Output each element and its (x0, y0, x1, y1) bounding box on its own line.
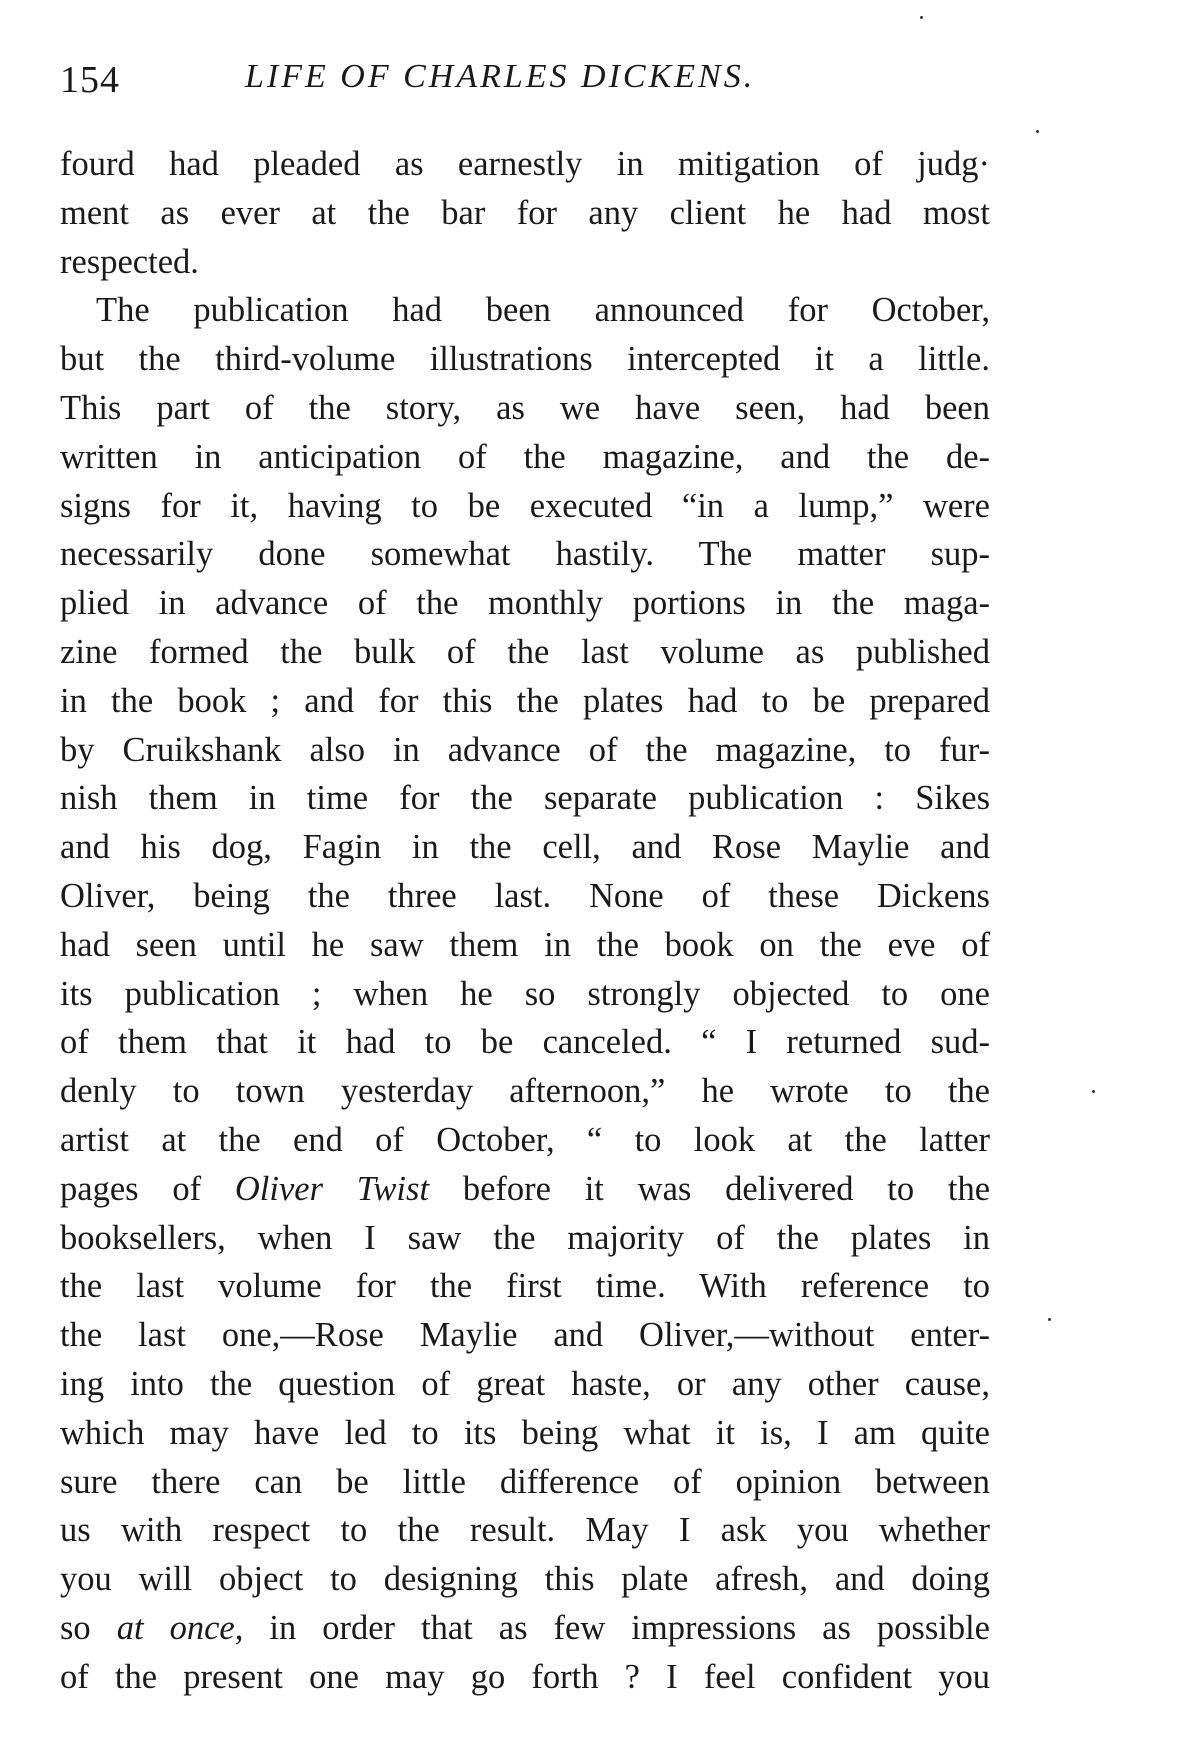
text-line: fourd had pleaded as earnestly in mitigation of judg· (60, 145, 990, 183)
text-line-with-emphasis (60, 1604, 990, 1653)
page-number: 154 (60, 59, 120, 101)
text-line: ing into the question of great haste, or any other cause, (60, 1364, 990, 1403)
text-line: denly to town yesterday afternoon,” he wrote to the (60, 1072, 990, 1111)
text-line: but the third-volume illustrations intercepted it a little. (60, 340, 990, 379)
text-line: signs for it, having to be executed “in a lump,” were (60, 486, 990, 525)
text-line: ment as ever at the bar for any client he had most (60, 193, 990, 232)
book-title-italic: Oliver Twist (234, 1169, 430, 1208)
text-line: nish them in time for the separate publication : Sikes (60, 779, 990, 818)
scan-speck (920, 16, 923, 19)
text-line: its publication ; when he so strongly objected to one (60, 974, 990, 1013)
text-line: in the book ; and for this the plates had to be prepared (60, 681, 990, 720)
text-line: sure there can be little difference of opinion between (60, 1462, 990, 1501)
text-line: written in anticipation of the magazine, and the de- (60, 437, 990, 476)
running-title: LIFE OF CHARLES DICKENS. (245, 58, 756, 95)
emphasis-italic: at once, (116, 1608, 244, 1647)
text-segment: in order that as few impressions as possible (269, 1608, 990, 1647)
text-line: you will object to designing this plate afresh, and doing (60, 1560, 990, 1599)
text-line: the last volume for the first time. With reference to (60, 1267, 990, 1306)
text-line: of the present one may go forth ? I feel confident you (60, 1657, 990, 1696)
text-line: booksellers, when I saw the majority of the plates in (60, 1218, 990, 1257)
text-line: Oliver, being the three last. None of these Dickens (60, 876, 990, 915)
scan-speck (1036, 130, 1039, 133)
paragraph-start-line: The publication had been announced for October, (96, 291, 990, 330)
body-text (60, 140, 990, 1702)
text-line-with-title (60, 1165, 990, 1214)
text-segment: so (60, 1608, 91, 1647)
text-line: by Cruikshank also in advance of the magazine, to fur- (60, 730, 990, 769)
text-segment: pages of (60, 1169, 202, 1208)
text-line: zine formed the bulk of the last volume as published (60, 632, 990, 671)
text-line: had seen until he saw them in the book on the eve of (60, 925, 990, 964)
text-line: of them that it had to be canceled. “ I returned sud- (60, 1023, 990, 1062)
text-segment: before it was delivered to the (462, 1169, 991, 1208)
text-line: us with respect to the result. May I ask you whether (60, 1511, 990, 1550)
text-line: artist at the end of October, “ to look at the latter (60, 1120, 990, 1159)
text-line: necessarily done somewhat hastily. The matter sup- (60, 535, 990, 574)
text-line: plied in advance of the monthly portions in the maga- (60, 584, 990, 623)
text-line: which may have led to its being what it is, I am quite (60, 1413, 990, 1452)
running-head (60, 58, 1010, 108)
text-line: and his dog, Fagin in the cell, and Rose Maylie and (60, 828, 990, 867)
scan-speck (1092, 1090, 1095, 1093)
text-line: This part of the story, as we have seen, had been (60, 388, 990, 427)
text-line: the last one,—Rose Maylie and Oliver,—without enter- (60, 1316, 990, 1355)
scan-speck (1048, 1318, 1051, 1321)
text-line: respected. (60, 242, 199, 281)
